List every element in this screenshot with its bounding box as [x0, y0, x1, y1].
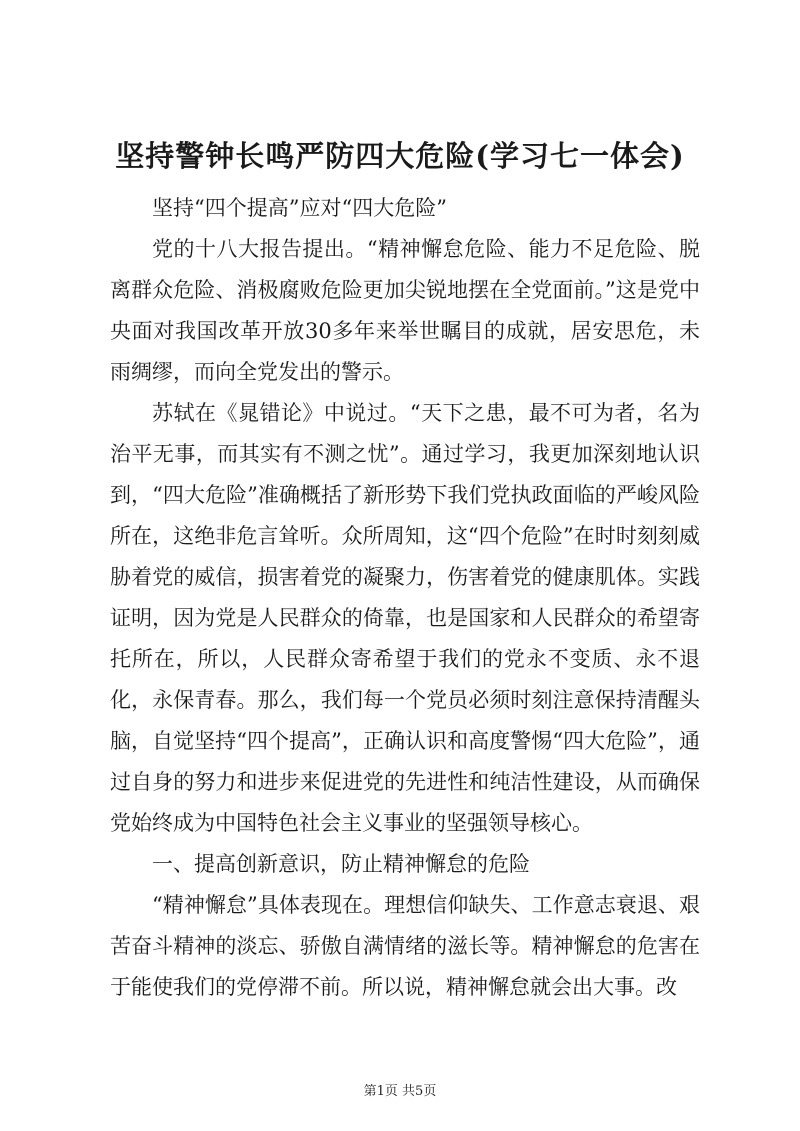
- page-footer: 第1页 共5页: [363, 1084, 437, 1099]
- paragraph: 苏轼在《晁错论》中说过。“天下之患，最不可为者，名为治平无事，而其实有不测之忧”。通过学习，我更加深刻地认识到，“四大危险”准确概括了新形势下我们党执政面临的严峻风险所在，这绝非危言耸听。众所周知，这“四个危险”在时时刻刻威胁着党的威信，损害着党的凝聚力，伤害着党的健康肌体。实践证明，因为党是人民群众的倚靠，也是国家和人民群众的希望寄托所在，所以，人民群众寄希望于我们的党永不变质、永不退化，永保青春。那么，我们每一个党员必须时刻注意保持清醒头脑，自觉坚持“四个提高”，正确认识和高度警惕“四大危险”，通过自身的努力和进步来促进党的先进性和纯洁性建设，从而确保党始终成为中国特色社会主义事业的坚强领导核心。: [110, 401, 700, 835]
- section-heading: 坚持“四个提高”应对“四大危险”: [152, 196, 447, 220]
- document-body: [110, 188, 700, 1008]
- section-heading: 一、提高创新意识，防止精神懈怠的危险: [152, 852, 530, 876]
- paragraph: 党的十八大报告提出。“精神懈怠危险、能力不足危险、脱离群众危险、消极腐败危险更加尖锐地摆在全党面前。”这是党中央面对我国改革开放30多年来举世瞩目的成就，居安思危，未雨绸缪，而向全党发出的警示。: [110, 237, 700, 384]
- paragraph: “精神懈怠”具体表现在。理想信仰缺失、工作意志衰退、艰苦奋斗精神的淡忘、骄傲自满情绪的滋长等。精神懈怠的危害在于能使我们的党停滞不前。所以说，精神懈怠就会出大事。改: [110, 893, 700, 999]
- document-title: 坚持警钟长鸣严防四大危险(学习七一体会): [115, 139, 685, 173]
